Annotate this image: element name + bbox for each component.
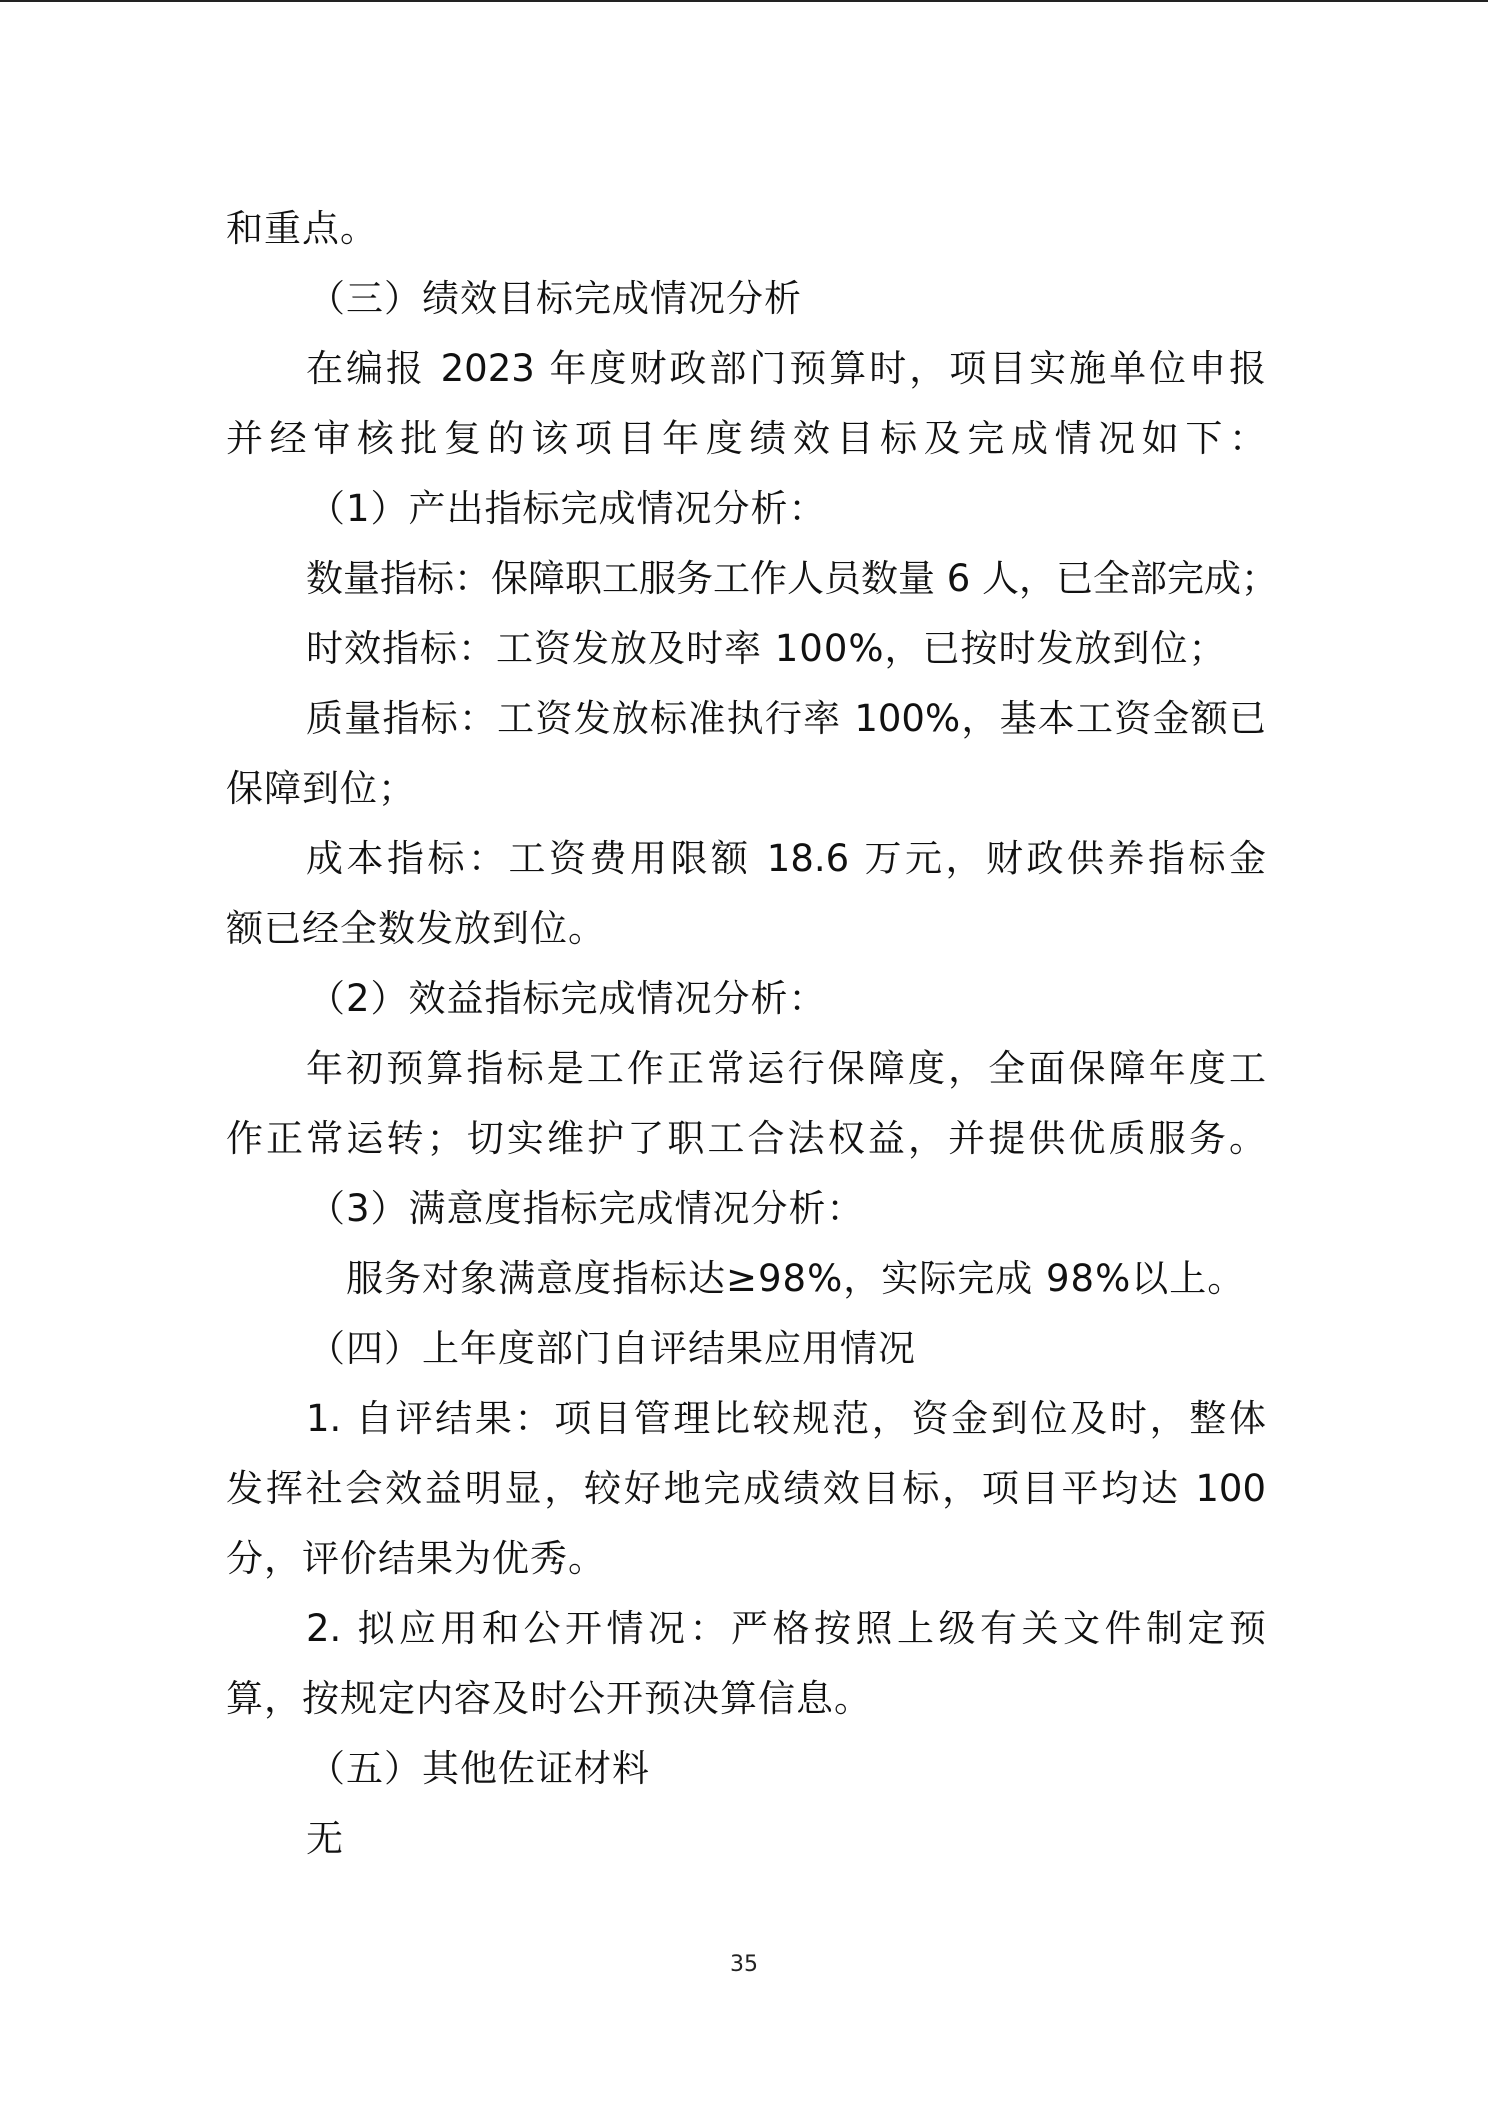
subsection-heading-1: （1）产出指标完成情况分析： [308, 487, 827, 530]
paragraph-line: 年初预算指标是工作正常运行保障度，全面保障年度工 [306, 1047, 1266, 1090]
section-heading-3: （三）绩效目标完成情况分析 [308, 277, 802, 320]
page-number: 35 [730, 1952, 758, 1977]
paragraph-line: 数量指标：保障职工服务工作人员数量 6 人，已全部完成； [306, 557, 1279, 600]
paragraph-line: 服务对象满意度指标达≥98%，实际完成 98%以上。 [346, 1257, 1246, 1300]
section-heading-4: （四）上年度部门自评结果应用情况 [308, 1327, 916, 1370]
section-heading-5: （五）其他佐证材料 [308, 1747, 650, 1790]
text-line-continuation: 和重点。 [226, 207, 378, 250]
paragraph-line: 质量指标：工资发放标准执行率 100%，基本工资金额已 [306, 697, 1266, 740]
paragraph-line: 算，按规定内容及时公开预决算信息。 [226, 1677, 872, 1720]
paragraph-line: 2. 拟应用和公开情况：严格按照上级有关文件制定预 [306, 1607, 1266, 1650]
subsection-heading-2: （2）效益指标完成情况分析： [308, 977, 827, 1020]
paragraph-line: 在编报 2023 年度财政部门预算时，项目实施单位申报 [306, 347, 1266, 390]
paragraph-line: 额已经全数发放到位。 [226, 907, 606, 950]
paragraph-line: 并经审核批复的该项目年度绩效目标及完成情况如下： [226, 417, 1266, 460]
paragraph-line: 1. 自评结果：项目管理比较规范，资金到位及时，整体 [306, 1397, 1266, 1440]
paragraph-line: 成本指标：工资费用限额 18.6 万元，财政供养指标金 [306, 837, 1266, 880]
top-border [0, 0, 1488, 2]
document-body [226, 194, 1279, 1874]
paragraph-line: 分，评价结果为优秀。 [226, 1537, 606, 1580]
paragraph-line: 无 [306, 1817, 344, 1860]
paragraph-line: 时效指标：工资发放及时率 100%，已按时发放到位； [306, 627, 1227, 670]
paragraph-line: 发挥社会效益明显，较好地完成绩效目标，项目平均达 100 [226, 1467, 1266, 1510]
paragraph-line: 作正常运转；切实维护了职工合法权益，并提供优质服务。 [226, 1117, 1266, 1160]
paragraph-line: 保障到位； [226, 767, 416, 810]
subsection-heading-3: （3）满意度指标完成情况分析： [308, 1187, 865, 1230]
